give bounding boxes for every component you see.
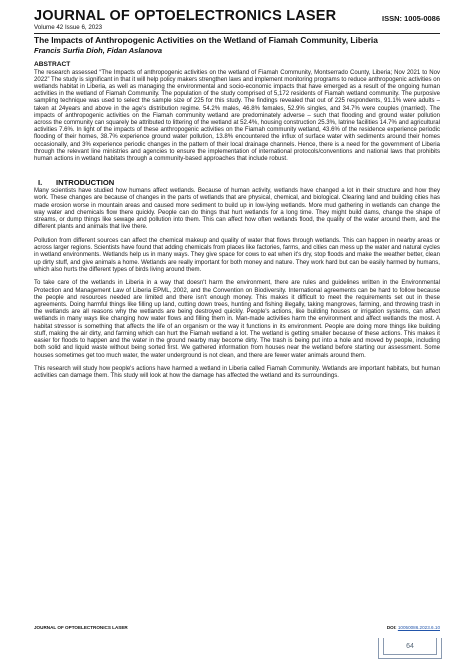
- abstract-heading: ABSTRACT: [34, 60, 71, 68]
- volume-issue: Volume 42 Issue 6, 2023: [34, 24, 103, 31]
- page-number-box: [378, 638, 442, 659]
- page-number: 64: [383, 638, 437, 655]
- intro-paragraph-3: To take care of the wetlands in Liberia in a way that doesn't harm the environment, there are rules and guidelines written in the Environmental Protection and Management Law of Liberia EPML, 2002, and the Convention on Biodiversity. International agreements can be hard to follow because the people and resources needed are limited and there isn't enough money. This makes it difficult to meet the requirements set out in these agreements. Doing harmful things like filling up land, cutting down trees, hunting and fishing illegally, taking mangroves, farming, and throwing trash in the wetlands are all reasons why the wetlands are being destroyed quickly. People's actions, like building houses or irrigation systems, can affect wetlands in many ways like changing how water flows and filling them in. Man-made activities harm the environment and affect wetlands the most. A habitat stressor is something that affects the life of an organism or the way it functions in its environment. People are doing more things like building stuff, making the air dirty, and farming which can hurt the Fiamah wetland a lot. The wetland is getting smaller because of these actions. This makes it easier for floods to happen and the water in the ground nearby may become dirty. The trash is being put into a hole and moved by people, including both solid and liquid waste without being sorted first. We gathered information from houses near the wetland before starting our assessment. Some houses sometimes get too much water, the water underground is not clean, and there are fewer water animals around them.: [34, 280, 440, 359]
- journal-name: JOURNAL OF OPTOELECTRONICS LASER: [34, 8, 337, 24]
- page-footer: [34, 625, 440, 630]
- article-authors: Francis Surfia Dioh, Fidan Aslanova: [34, 45, 163, 55]
- intro-paragraph-1: Many scientists have studied how humans affect wetlands. Because of human activity, wetlands have changed a lot in their structure and how they work. These changes are because of changes in the parts of wetlands that are physical, chemical, and biological. Clearing land and building cities has made erosion worse in mountain areas and caused more sediment to build up in low-lying wetlands. More mud gathering in wetlands can change the way water and chemicals flow there quickly. People can do things that hurt wetlands for a long time. They might build dams, change the shape of streams, or dump things like sewage and pollution into them. This can affect how often wetlands flood, the quality of the water around them, and the different plants and animals that live there.: [34, 188, 440, 231]
- section-number: I.: [38, 178, 43, 188]
- issn: ISSN: 1005-0086: [382, 14, 440, 23]
- abstract-text: The research assessed “The Impacts of anthropogenic activities on the wetland of Fiamah Community, Montserrado County, Liberia; Nov 2021 to Nov 2022” The study is significant in that it will help policy makers strengthen laws and implement monitoring programs to reduce anthropogenic activities on wetlands habitat in Liberia, as well as managing the environmental and socio-economic impacts that have emerged as a result of the ongoing human activities in the wetland of Fiamah Community. The population of the study comprised of 5,172 residents of Fiamah wetland community. The purposive sampling technique was used to select the sample size of 225 for this study. The findings revealed that out of 225 respondents, 91.1% were adults – taken at 24years and above in the age's distribution regime. 54.2% males, 46.8% females, 52.9% singles, and 34.7% were couples (married). The impacts of anthropogenic activities on the Fiamah community wetland are predominately adverse – such that flooding and ground water pollution across the community can squarely be attributed to littering of the wetland at 52.4%, housing construction 25.3%, latrine facilities 14.7% and agricultural activities 7.6%. In light of the impacts of these anthropogenic activities on the Fiamah community wetland, 43.6% of the residence experience periodic flooding of their homes, 38.7% experience ground water pollution, 13.8% encountered the influx of surface water with sediments around their homes occasionally, and 3% experience periodic changes in the pattern of their local drainage channels. Hence, there is a need for the government of Liberia through the relevant line ministries and agencies to ensure the implementation of international protocols/conventions and national laws that prohibits human actions in wetland habitats through a community-based approaches that include robust.: [34, 69, 440, 163]
- footer-journal: JOURNAL OF OPTOELECTRONICS LASER: [34, 625, 128, 630]
- intro-paragraph-4: This research will study how people's actions have harmed a wetland in Liberia called Fiamah Community. Wetlands are important habitats, but human activities can damage them. This study will look at how the damage has affected the wetland and its surroundings.: [34, 366, 440, 380]
- intro-paragraph-2: Pollution from different sources can affect the chemical makeup and quality of water that flows through wetlands. This can happen in nearby areas or across larger regions. Scientists have found that adding chemicals from places like factories, farms, and cities can mess up the water and natural cycles in wetland environments. Wetlands help us in many ways. They give space for cows to eat when it's dry, stop floods and make the weather better, clean up dirty stuff, and give animals a home. Wetlands are really important for both money and nature. They work hard but can be easily harmed by humans, which also hurts the different types of birds living around them.: [34, 237, 441, 273]
- introduction-heading: [34, 178, 440, 187]
- doi-link[interactable]: 10050086.2023.6.10: [397, 625, 440, 630]
- article-title: The Impacts of Anthropogenic Activities on the Wetland of Fiamah Community, Liberia: [34, 35, 378, 45]
- section-title: INTRODUCTION: [56, 178, 115, 188]
- doi-label: DOI:: [386, 625, 397, 630]
- footer-doi: [387, 625, 440, 630]
- header-rule: [34, 33, 440, 34]
- masthead: [34, 8, 440, 24]
